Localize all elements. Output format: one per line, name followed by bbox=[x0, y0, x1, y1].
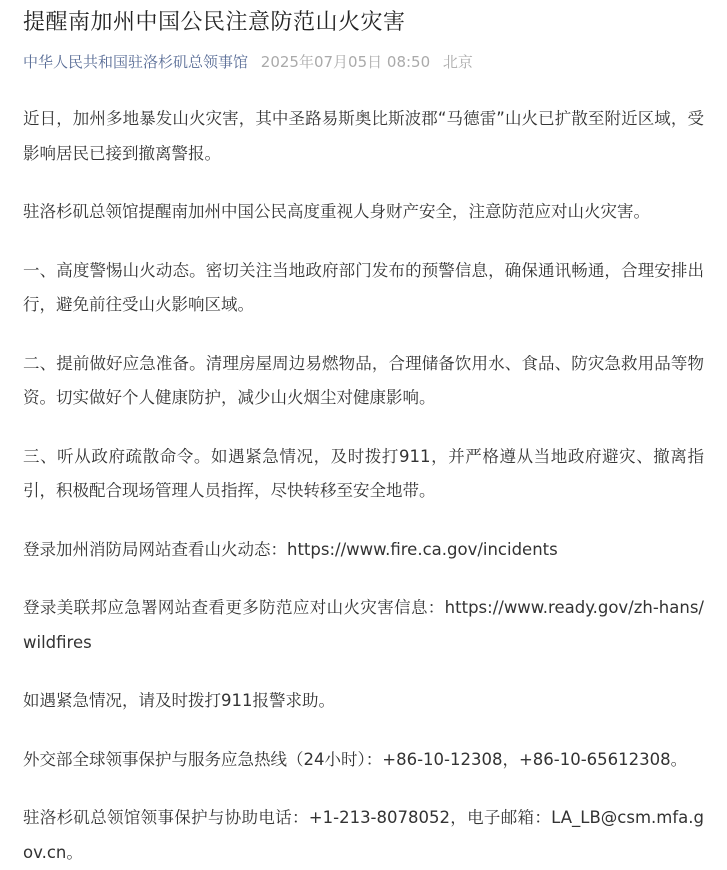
article-title: 提醒南加州中国公民注意防范山火灾害 bbox=[23, 10, 406, 35]
paragraph-mfa-hotline: 外交部全球领事保护与服务应急热线（24小时）：+86-10-12308，+86-10-65612308。 bbox=[23, 749, 688, 769]
paragraph-emergency: 如遇紧急情况，请及时拨打911报警求助。 bbox=[23, 691, 335, 710]
publish-time: 2025年07月05日 08:50 bbox=[260, 53, 431, 71]
paragraph-point-2: 二、提前做好应急准备。清理房屋周边易燃物品，合理储备饮用水、食品、防灾急救用品等物资。切实做好个人健康防护，减少山火烟尘对健康影响。 bbox=[23, 353, 704, 407]
paragraph-consulate-contact: 驻洛杉矶总领馆领事保护与协助电话：+1-213-8078052，电子邮箱：LA_LB@csm.mfa.gov.cn。 bbox=[23, 808, 704, 862]
paragraph-fema-link: 登录美联邦应急署网站查看更多防范应对山火灾害信息：https://www.ready.gov/zh-hans/wildfires bbox=[23, 598, 704, 652]
paragraph-intro: 近日，加州多地暴发山火灾害，其中圣路易斯奥比斯波郡“马德雷”山火已扩散至附近区域，受影响居民已接到撤离警报。 bbox=[23, 109, 704, 163]
account-name-link[interactable]: 中华人民共和国驻洛杉矶总领事馆 bbox=[23, 53, 249, 71]
paragraph-calfire-link: 登录加州消防局网站查看山火动态：https://www.fire.ca.gov/incidents bbox=[23, 539, 558, 559]
paragraph-point-3: 三、听从政府疏散命令。如遇紧急情况，及时拨打911，并严格遵从当地政府避灾、撤离指引，积极配合现场管理人员指挥，尽快转移至安全地带。 bbox=[23, 446, 704, 500]
article-body bbox=[23, 102, 704, 870]
paragraph-point-1: 一、高度警惕山火动态。密切关注当地政府部门发布的预警信息，确保通讯畅通，合理安排出行，避免前往受山火影响区域。 bbox=[23, 260, 704, 314]
paragraph-reminder: 驻洛杉矶总领馆提醒南加州中国公民高度重视人身财产安全，注意防范应对山火灾害。 bbox=[23, 202, 650, 221]
article-meta bbox=[23, 52, 704, 72]
publish-location: 北京 bbox=[442, 53, 473, 71]
